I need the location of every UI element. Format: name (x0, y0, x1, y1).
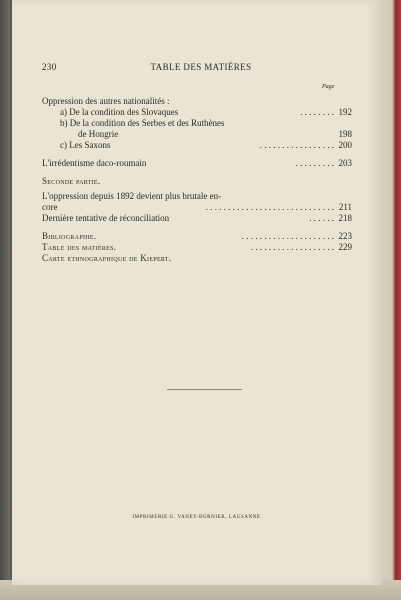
toc-entry-page: 192 (338, 107, 352, 117)
toc-entry-page: 211 (338, 202, 352, 212)
toc-entry-label: Carte ethnographique de Kiepert. (42, 253, 172, 263)
leader-dots: . . . . . . . . (300, 107, 334, 117)
toc-entry-page: 229 (338, 242, 352, 252)
toc-entry-label: core (42, 202, 58, 212)
toc-section-heading (42, 176, 352, 187)
section-heading-seconde-partie: Seconde partie. (42, 176, 101, 186)
leader-dots: . . . . . . . . . . . . . . . . . (259, 140, 334, 150)
toc-entry (42, 213, 352, 224)
leader-dots: . . . . . . . . . . . . . . . . . . . (250, 242, 334, 252)
toc-entry-page: 198 (338, 129, 352, 139)
toc-entry-label: c) Les Saxons (60, 140, 111, 150)
leader-dots: . . . . . . . . . . . . . . . . . . . . . . . . . . . . . (205, 202, 334, 212)
toc-list (42, 96, 352, 264)
toc-entry-label: Oppression des autres nationalités : (42, 96, 170, 106)
running-title: TABLE DES MATIÈRES (150, 62, 252, 72)
toc-entry-label: b) De la condition des Serbes et des Ruthènes (60, 118, 225, 128)
toc-entry-page: 223 (338, 231, 352, 241)
toc-entry (42, 253, 352, 264)
toc-entry-label: Table des matières. (42, 242, 117, 252)
book-cover-right-edge (379, 0, 401, 600)
page-number: 230 (42, 62, 57, 72)
section-divider (167, 389, 242, 390)
toc-entry (42, 140, 352, 151)
toc-entry (42, 191, 352, 202)
leader-dots: . . . . . . . . . . . . . . . . . . . . . (241, 231, 334, 241)
printer-imprint: IMPRIMERIE G. VANEY-BURNIER, LAUSANNE (132, 515, 261, 520)
page-column-label: Page (322, 84, 335, 90)
toc-entry (42, 96, 352, 107)
toc-entry (42, 158, 352, 169)
toc-entry-label: Bibliographie. (42, 231, 97, 241)
toc-entry-label: Dernière tentative de réconciliation (42, 213, 170, 223)
toc-entry (42, 107, 352, 118)
toc-entry-label: L'oppression depuis 1892 devient plus brutale en- (42, 191, 222, 201)
toc-entry (42, 242, 352, 253)
toc-entry-label: de Hongrie (78, 129, 119, 139)
leader-dots: . . . . . . . . . (295, 158, 334, 168)
leader-dots: . . . . . . (309, 213, 334, 223)
toc-entry-page: 218 (338, 213, 352, 223)
toc-entry (42, 118, 352, 129)
book-page (12, 0, 381, 585)
toc-entry-continuation (42, 129, 352, 140)
toc-entry-page: 203 (338, 158, 352, 168)
toc-entry (42, 231, 352, 242)
toc-entry-continuation (42, 202, 352, 213)
toc-entry-label: a) De la condition des Slovaques (60, 107, 179, 117)
book-binding-left (0, 0, 10, 600)
toc-entry-page: 200 (338, 140, 352, 150)
toc-entry-label: L'irrédentisme daco-roumain (42, 158, 147, 168)
